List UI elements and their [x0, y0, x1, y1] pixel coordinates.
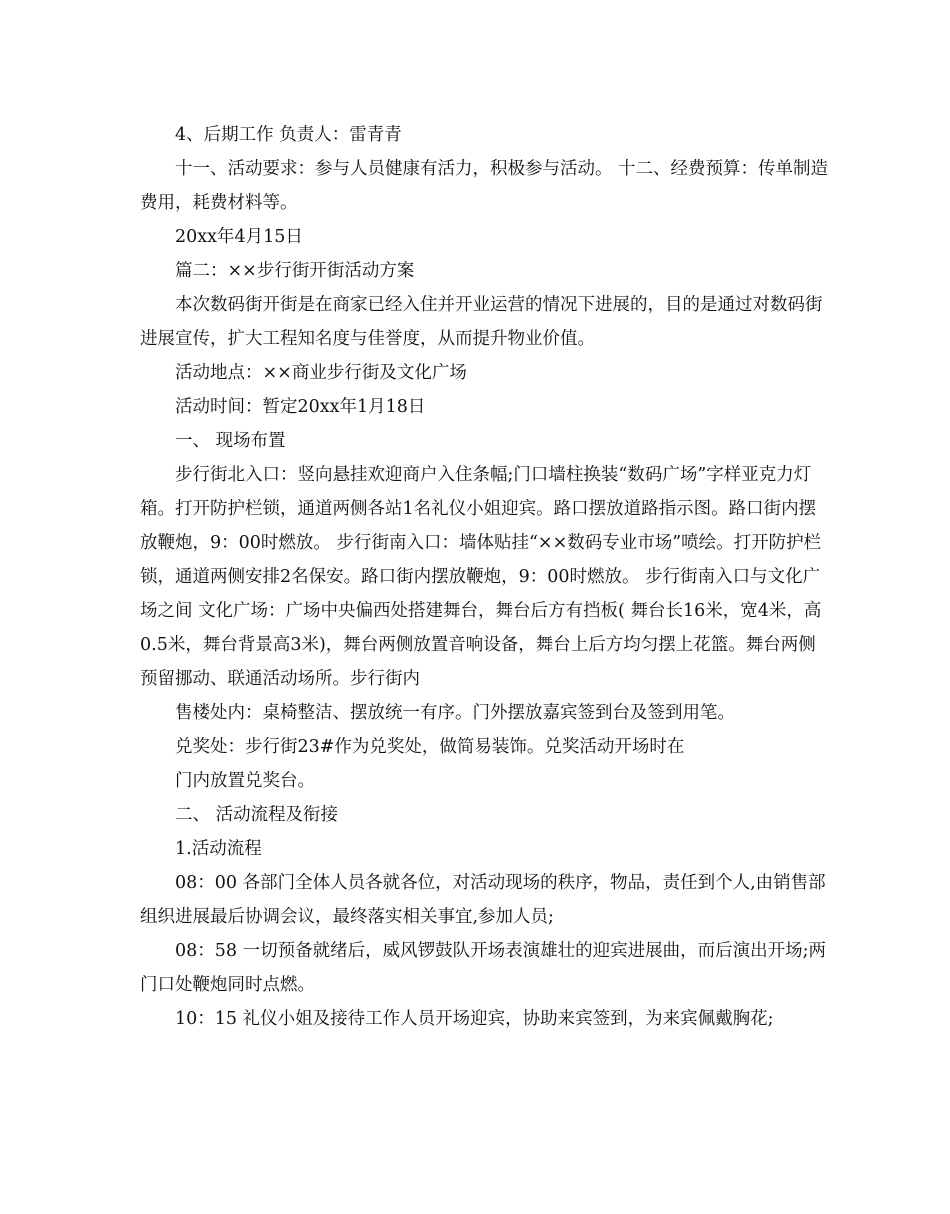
paragraph-prize-desk: 兑奖处：步行街23#作为兑奖处，做简易装饰。兑奖活动开场时在 — [175, 737, 685, 757]
paragraph-1015: 10：15 礼仪小姐及接待工作人员开场迎宾，协助来宾签到，为来宾佩戴胸花; — [175, 1009, 774, 1029]
paragraph-entrance-layout: 步行街北入口：竖向悬挂欢迎商户入住条幅;门口墙柱换装“数码广场”字样亚克力灯箱。打开防护栏锁，通道两侧各站1名礼仪小姐迎宾。路口摆放道路指示图。路口街内摆放鞭炮，9：00时燃放。 步行街南入口：墙体贴挂“××数码专业市场”喷绘。打开防护栏锁，通道两侧安排2名保安。路口街内摆放鞭炮，9：00时燃放。 步行街南入口与文化广场之间 文化广场：广场中央偏西处搭建舞台，舞台后方有挡板( 舞台长16米，宽4米，高0.5米，舞台背景高3米)，舞台两侧放置音响设备，舞台上后方均匀摆上花篮。舞台两侧预留挪动、联通活动场所。步行街内 — [140, 465, 822, 689]
heading-site-layout: 一、 现场布置 — [175, 431, 286, 451]
section-title-part-two: 篇二：××步行街开街活动方案 — [175, 261, 415, 281]
paragraph-later-work: 4、后期工作 负责人：雷青青 — [175, 125, 402, 145]
paragraph-time: 活动时间：暂定20xx年1月18日 — [175, 397, 426, 417]
paragraph-date: 20xx年4月15日 — [175, 227, 303, 247]
paragraph-0858: 08：58 一切预备就绪后，威风锣鼓队开场表演雄壮的迎宾进展曲，而后演出开场;两门口处鞭炮同时点燃。 — [140, 941, 826, 995]
paragraph-activity-requirements: 十一、活动要求：参与人员健康有活力，积极参与活动。 十二、经费预算：传单制造费用，耗费材料等。 — [140, 159, 829, 213]
subheading-activity-flow: 1.活动流程 — [175, 839, 262, 859]
document-body — [140, 118, 830, 1036]
paragraph-0800: 08：00 各部门全体人员各就各位，对活动现场的秩序，物品，责任到个人,由销售部组织进展最后协调会议，最终落实相关事宜,参加人员; — [140, 873, 826, 927]
paragraph-location: 活动地点：××商业步行街及文化广场 — [175, 363, 467, 383]
heading-activity-flow: 二、 活动流程及衔接 — [175, 805, 339, 825]
paragraph-sales-office: 售楼处内：桌椅整洁、摆放统一有序。门外摆放嘉宾签到台及签到用笔。 — [175, 703, 735, 723]
paragraph-prize-table: 门内放置兑奖台。 — [175, 771, 315, 791]
paragraph-intro: 本次数码街开街是在商家已经入住并开业运营的情况下进展的，目的是通过对数码街进展宣传，扩大工程知名度与佳誉度，从而提升物业价值。 — [140, 295, 823, 349]
